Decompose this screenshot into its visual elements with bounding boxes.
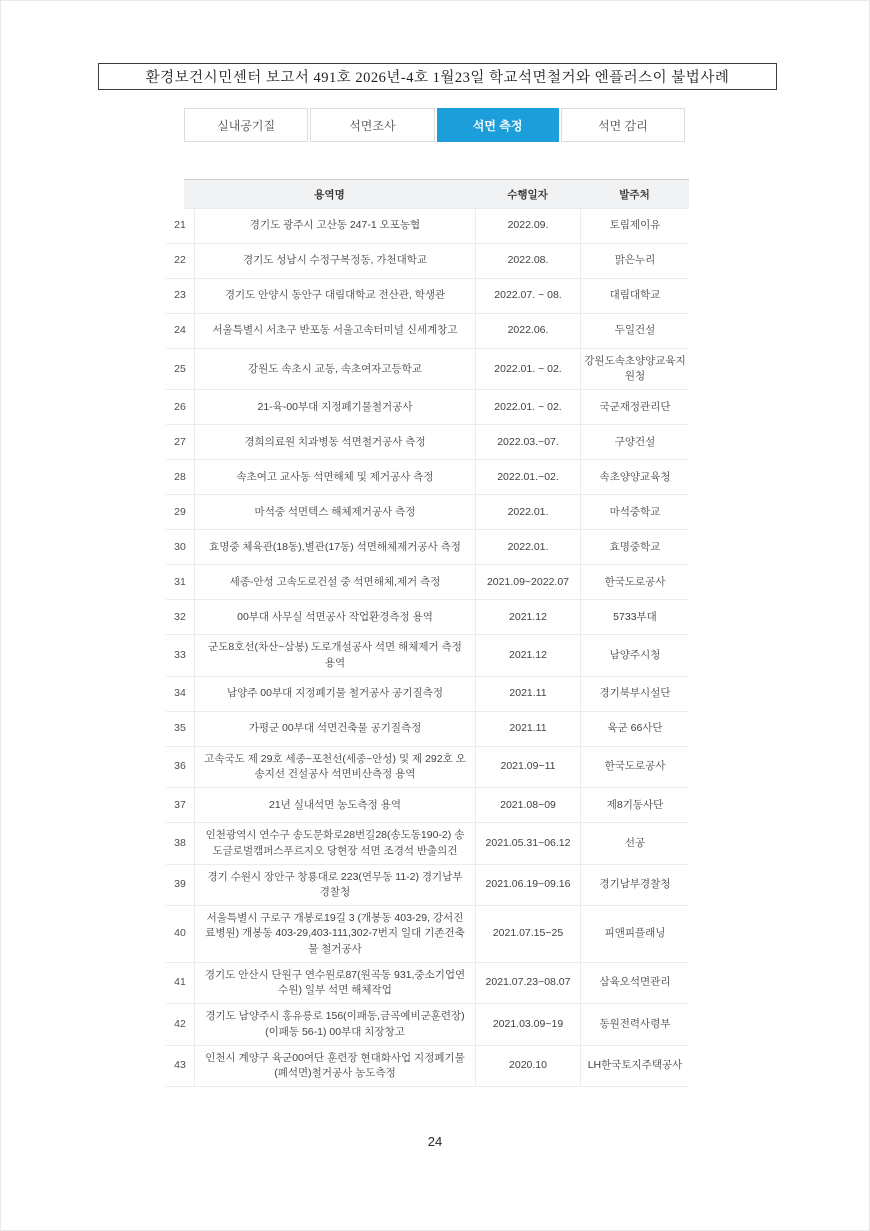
table-row [166,425,689,460]
service-date: 2020.10 [475,1046,580,1086]
table-row [166,244,689,279]
row-number: 21 [174,219,186,232]
service-client: 육군 66사단 [580,712,689,746]
row-number: 36 [174,760,186,773]
row-number: 24 [174,324,186,337]
service-name: 남양주 00부대 지정폐기물 철거공사 공기질측정 [194,677,475,711]
service-client: 마석중학교 [580,495,689,529]
table-header-number-spacer [166,179,184,209]
service-date: 2021.12 [475,600,580,634]
row-number: 40 [174,927,186,940]
service-client: 한국도로공사 [580,565,689,599]
row-number: 35 [174,722,186,735]
row-number: 42 [174,1017,186,1030]
service-client: 속초양양교육청 [580,460,689,494]
service-date: 2021.03.09~19 [475,1004,580,1044]
table-row [166,565,689,600]
report-title-box [98,63,777,90]
service-date: 2021.06.19~09.16 [475,865,580,905]
table-row [166,390,689,425]
service-client: 토림제이유 [580,209,689,243]
row-number: 22 [174,254,186,267]
row-number: 29 [174,505,186,518]
service-name: 인천광역시 연수구 송도문화로28번길28(송도동190-2) 송도글로벌캠퍼스푸르지오 당현장 석면 조경석 반출의건 [194,823,475,863]
row-number: 25 [174,362,186,375]
service-client: 경기남부경찰청 [580,865,689,905]
table-row [166,1046,689,1087]
service-client: 국군재정관리단 [580,390,689,424]
column-header-client: 발주처 [619,188,650,201]
table-row [166,963,689,1004]
service-name: 경기도 안양시 동안구 대림대학교 전산관, 학생관 [194,279,475,313]
service-client: 동원전력사령부 [580,1004,689,1044]
service-date: 2022.06. [475,314,580,348]
column-header-service-name: 용역명 [314,188,345,201]
service-name: 세종-안성 고속도로건설 중 석면해체,제거 측정 [194,565,475,599]
table-row [166,460,689,495]
service-date: 2021.11 [475,677,580,711]
row-number: 34 [174,687,186,700]
table-row [166,1004,689,1045]
service-date: 2022.01. ~ 02. [475,349,580,389]
service-date: 2021.11 [475,712,580,746]
service-name: 경기도 성남시 수정구복정동, 가천대학교 [194,244,475,278]
tab-label: 석면 감리 [598,118,648,133]
row-number: 32 [174,610,186,623]
service-name: 가평군 00부대 석면건축물 공기질측정 [194,712,475,746]
service-name: 효명중 체육관(18동),별관(17동) 석면해체제거공사 측정 [194,530,475,564]
table-row [166,635,689,676]
service-client: 5733부대 [580,600,689,634]
service-name: 속초여고 교사동 석면해체 및 제거공사 측정 [194,460,475,494]
service-date: 2021.08~09 [475,788,580,822]
service-date: 2021.12 [475,635,580,675]
service-date: 2022.09. [475,209,580,243]
tab-asbestos-survey[interactable] [310,108,434,142]
table-row [166,788,689,823]
service-client: 두일건설 [580,314,689,348]
service-date: 2022.01.~02. [475,460,580,494]
table-row [166,677,689,712]
row-number: 43 [174,1059,186,1072]
service-client: 선공 [580,823,689,863]
service-date: 2022.01. [475,530,580,564]
service-name: 21-육-00부대 지정폐기물철거공사 [194,390,475,424]
table-row [166,712,689,747]
row-number: 33 [174,649,186,662]
service-date: 2021.09~2022.07 [475,565,580,599]
service-name: 고속국도 제 29호 세종~포천선(세종~안성) 및 제 292호 오송지선 건설공사 석면비산측정 용역 [194,747,475,787]
tab-asbestos-supervision[interactable] [561,108,685,142]
service-name: 21년 실내석면 농도측정 용역 [194,788,475,822]
table-row [166,314,689,349]
service-date: 2021.07.23~08.07 [475,963,580,1003]
service-name: 서울특별시 서초구 반포동 서울고속터미널 신세계창고 [194,314,475,348]
tab-bar [184,108,685,142]
table-row [166,279,689,314]
tab-asbestos-measurement[interactable] [437,108,559,142]
service-date: 2021.05.31~06.12 [475,823,580,863]
table-header [166,179,689,209]
service-client: 구양건설 [580,425,689,459]
row-number: 31 [174,575,186,588]
table-row [166,865,689,906]
service-date: 2022.01. ~ 02. [475,390,580,424]
table-row [166,747,689,788]
table-header-bar [184,179,689,209]
service-client: 맑은누리 [580,244,689,278]
service-name: 인천시 계양구 육군00여단 훈련장 현대화사업 지정폐기물(폐석면)철거공사 농도측정 [194,1046,475,1086]
service-name: 경기도 광주시 고산동 247-1 오포농협 [194,209,475,243]
service-client: 피앤피플래닝 [580,906,689,962]
table-row [166,600,689,635]
service-client: 남양주시청 [580,635,689,675]
service-name: 강원도 속초시 교동, 속초여자고등학교 [194,349,475,389]
table-body [166,209,689,1087]
service-client: LH한국토지주택공사 [580,1046,689,1086]
service-date: 2021.07.15~25 [475,906,580,962]
row-number: 27 [174,435,186,448]
service-client: 대림대학교 [580,279,689,313]
table-row [166,530,689,565]
service-name: 경희의료원 치과병동 석면철거공사 측정 [194,425,475,459]
table-row [166,349,689,390]
service-date: 2022.03.~07. [475,425,580,459]
column-header-date: 수행일자 [507,188,548,201]
service-name: 경기도 안산시 단원구 연수원로87(원곡동 931,중소기업연수원) 일부 석면 해체작업 [194,963,475,1003]
service-client: 강원도속초양양교육지원청 [580,349,689,389]
service-date: 2021.09~11 [475,747,580,787]
service-name: 군도8호선(차산~삼봉) 도로개설공사 석면 해체제거 측정용역 [194,635,475,675]
report-title: 환경보건시민센터 보고서 491호 2026년-4호 1월23일 학교석면철거와 엔플러스이 불법사례 [145,70,730,86]
tab-indoor-air-quality[interactable] [184,108,308,142]
service-date: 2022.07. ~ 08. [475,279,580,313]
service-name: 00부대 사무실 석면공사 작업환경측정 용역 [194,600,475,634]
service-client: 한국도로공사 [580,747,689,787]
row-number: 39 [174,878,186,891]
services-table [166,179,689,1087]
service-client: 경기북부시설단 [580,677,689,711]
tab-label: 석면조사 [349,118,396,133]
row-number: 37 [174,798,186,811]
row-number: 41 [174,976,186,989]
tab-label: 석면 측정 [472,118,523,133]
row-number: 23 [174,289,186,302]
table-row [166,906,689,963]
row-number: 30 [174,540,186,553]
table-row [166,823,689,864]
service-name: 경기 수원시 장안구 창룡대로 223(연무동 11-2) 경기남부경찰청 [194,865,475,905]
table-row [166,495,689,530]
row-number: 38 [174,836,186,849]
table-row [166,209,689,244]
service-client: 효명중학교 [580,530,689,564]
service-name: 서울특별시 구로구 개봉로19길 3 (개봉동 403-29, 강서진료병원) 개봉동 403-29,403-111,302-7번지 일대 기존건축물 철거공사 [194,906,475,962]
row-number: 26 [174,400,186,413]
row-number: 28 [174,470,186,483]
service-client: 제8기동사단 [580,788,689,822]
service-name: 마석중 석면텍스 해체제거공사 측정 [194,495,475,529]
service-client: 삼육오석면관리 [580,963,689,1003]
page-number: 24 [427,1134,443,1149]
service-name: 경기도 남양주시 홍유릉로 156(이패동,금곡예비군훈련장)(이패동 56-1) 00부대 치장창고 [194,1004,475,1044]
tab-label: 실내공기질 [217,118,276,133]
service-date: 2022.01. [475,495,580,529]
service-date: 2022.08. [475,244,580,278]
